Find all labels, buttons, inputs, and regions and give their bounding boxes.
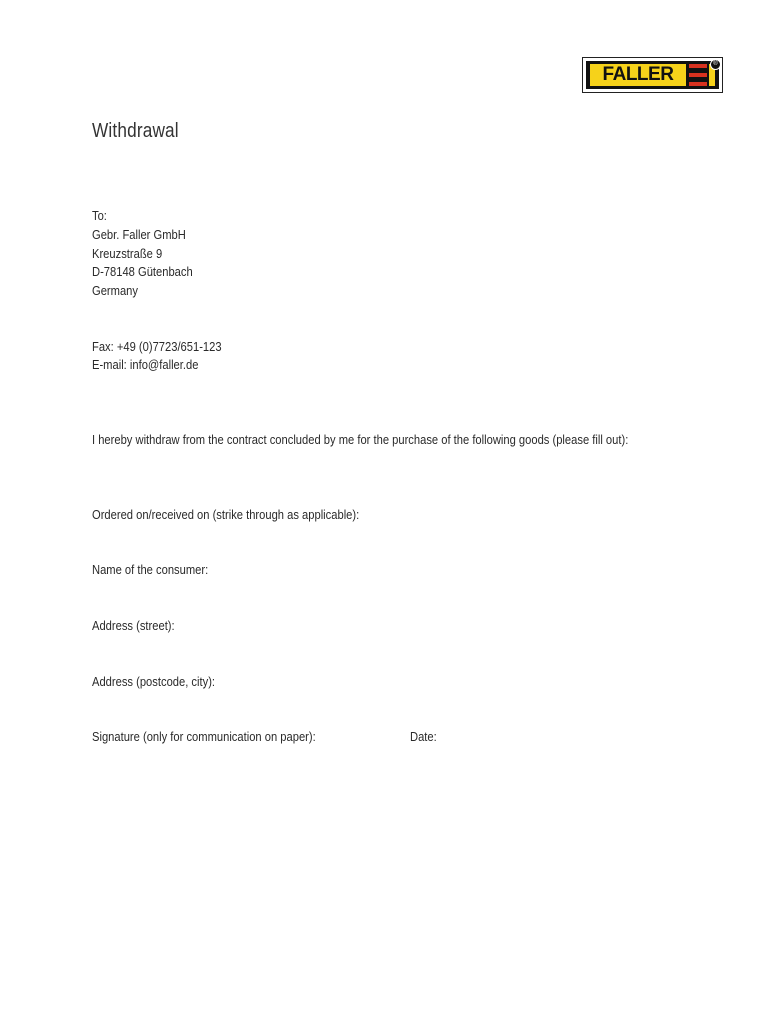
recipient-country: Germany (92, 283, 138, 298)
contact-email: E-mail: info@faller.de (92, 357, 199, 372)
signature-label: Signature (only for communication on paper): (92, 729, 316, 744)
logo-wordmark: FALLER (590, 64, 686, 86)
contact-fax: Fax: +49 (0)7723/651-123 (92, 339, 222, 354)
recipient-city: D-78148 Gütenbach (92, 264, 193, 279)
logo-background (586, 61, 719, 89)
recipient-street: Kreuzstraße 9 (92, 246, 163, 261)
faller-logo (582, 57, 723, 93)
ordered-received-label: Ordered on/received on (strike through as applicable): (92, 507, 360, 522)
address-city-label: Address (postcode, city): (92, 674, 216, 689)
withdrawal-statement: I hereby withdraw from the contract concluded by me for the purchase of the following goods (please fill out): (92, 432, 629, 447)
recipient-to-label: To: (92, 208, 107, 223)
consumer-name-label: Name of the consumer: (92, 562, 209, 577)
date-label: Date: (410, 729, 437, 744)
address-street-label: Address (street): (92, 618, 175, 633)
registered-mark: ® (710, 59, 721, 70)
logo-stripes-icon (689, 64, 707, 86)
page-title: Withdrawal (92, 120, 179, 142)
recipient-company: Gebr. Faller GmbH (92, 227, 186, 242)
